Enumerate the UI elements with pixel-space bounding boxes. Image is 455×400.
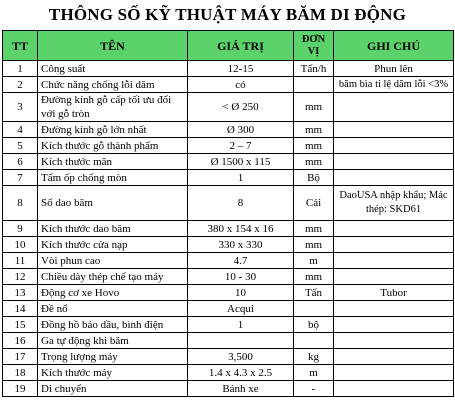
spec-table — [2, 30, 454, 397]
cell-tt: 9 — [3, 221, 38, 237]
document-title: THÔNG SỐ KỸ THUẬT MÁY BĂM DI ĐỘNG — [48, 5, 407, 24]
cell-ten: Trọng lượng máy — [38, 349, 188, 365]
cell-ten: Đường kính gỗ cấp tối ưu đối với gỗ tròn — [38, 93, 188, 122]
cell-ten: Di chuyển — [38, 381, 188, 397]
cell-ten: Kích thước cửa nạp — [38, 237, 188, 253]
cell-ghi-chu: DaoUSA nhập khẩu; Mác thép: SKD61 — [334, 186, 454, 221]
cell-tt: 1 — [3, 61, 38, 77]
cell-tt: 15 — [3, 317, 38, 333]
cell-gia-tri — [188, 333, 294, 349]
cell-don-vi: mm — [294, 221, 334, 237]
cell-don-vi — [294, 301, 334, 317]
cell-tt: 7 — [3, 170, 38, 186]
cell-gia-tri: 1 — [188, 317, 294, 333]
cell-tt: 12 — [3, 269, 38, 285]
cell-ten: Đề nổ — [38, 301, 188, 317]
table-row — [3, 269, 454, 285]
cell-ghi-chu — [334, 138, 454, 154]
cell-ghi-chu — [334, 122, 454, 138]
table-row — [3, 93, 454, 122]
table-row — [3, 237, 454, 253]
cell-ghi-chu — [334, 301, 454, 317]
cell-don-vi: Bộ — [294, 170, 334, 186]
cell-gia-tri: 4.7 — [188, 253, 294, 269]
table-row — [3, 77, 454, 93]
cell-ten: Đồng hồ báo dầu, bình điện — [38, 317, 188, 333]
cell-gia-tri: 12-15 — [188, 61, 294, 77]
cell-tt: 11 — [3, 253, 38, 269]
cell-don-vi: mm — [294, 122, 334, 138]
cell-ghi-chu — [334, 93, 454, 122]
table-row — [3, 381, 454, 397]
cell-ten: Công suất — [38, 61, 188, 77]
cell-ghi-chu — [334, 221, 454, 237]
cell-don-vi: mm — [294, 154, 334, 170]
cell-gia-tri: Ø 300 — [188, 122, 294, 138]
cell-tt: 5 — [3, 138, 38, 154]
table-row — [3, 138, 454, 154]
cell-ten: Kích thước dao băm — [38, 221, 188, 237]
cell-don-vi: - — [294, 381, 334, 397]
cell-ten: Vòi phun cao — [38, 253, 188, 269]
cell-ghi-chu: băm bìa tỉ lệ dăm lỗi <3% — [334, 77, 454, 93]
cell-ghi-chu — [334, 269, 454, 285]
cell-gia-tri: Acqui — [188, 301, 294, 317]
cell-tt: 8 — [3, 186, 38, 221]
table-row — [3, 285, 454, 301]
table-row — [3, 365, 454, 381]
cell-gia-tri: có — [188, 77, 294, 93]
cell-ghi-chu — [334, 333, 454, 349]
cell-don-vi: bộ — [294, 317, 334, 333]
cell-gia-tri: 3,500 — [188, 349, 294, 365]
cell-don-vi: Tấn — [294, 285, 334, 301]
table-row — [3, 186, 454, 221]
cell-don-vi — [294, 77, 334, 93]
table-row — [3, 61, 454, 77]
cell-ten: Số dao băm — [38, 186, 188, 221]
table-row — [3, 154, 454, 170]
cell-gia-tri: Bánh xe — [188, 381, 294, 397]
header-don-vi: ĐƠN VỊ — [294, 31, 334, 61]
cell-don-vi: mm — [294, 237, 334, 253]
cell-don-vi — [294, 333, 334, 349]
table-row — [3, 253, 454, 269]
header-gia-tri: GIÁ TRỊ — [188, 31, 294, 61]
cell-don-vi: Tấn/h — [294, 61, 334, 77]
cell-gia-tri: Ø 1500 x 115 — [188, 154, 294, 170]
cell-tt: 3 — [3, 93, 38, 122]
cell-tt: 4 — [3, 122, 38, 138]
cell-don-vi: Cái — [294, 186, 334, 221]
table-row — [3, 317, 454, 333]
cell-ten: Tấm ốp chống mòn — [38, 170, 188, 186]
table-row — [3, 333, 454, 349]
cell-ten: Đường kính gỗ lớn nhất — [38, 122, 188, 138]
cell-gia-tri: 380 x 154 x 16 — [188, 221, 294, 237]
cell-don-vi: mm — [294, 269, 334, 285]
cell-gia-tri: 330 x 330 — [188, 237, 294, 253]
header-ghi-chu: GHI CHÚ — [334, 31, 454, 61]
cell-gia-tri: 8 — [188, 186, 294, 221]
cell-ghi-chu: Phun lên — [334, 61, 454, 77]
cell-ten: Chức năng chống lỗi dăm — [38, 77, 188, 93]
cell-don-vi: m — [294, 365, 334, 381]
table-row — [3, 122, 454, 138]
cell-gia-tri: 2 – 7 — [188, 138, 294, 154]
cell-tt: 18 — [3, 365, 38, 381]
table-row — [3, 170, 454, 186]
cell-ghi-chu — [334, 154, 454, 170]
cell-ghi-chu — [334, 349, 454, 365]
cell-ten: Kích thước máy — [38, 365, 188, 381]
header-ten: TÊN — [38, 31, 188, 61]
cell-gia-tri: 10 - 30 — [188, 269, 294, 285]
cell-don-vi: m — [294, 253, 334, 269]
cell-don-vi: mm — [294, 93, 334, 122]
cell-tt: 13 — [3, 285, 38, 301]
cell-ghi-chu — [334, 253, 454, 269]
cell-tt: 17 — [3, 349, 38, 365]
cell-ten: Chiều dày thép chế tạo máy — [38, 269, 188, 285]
cell-gia-tri: < Ø 250 — [188, 93, 294, 122]
cell-don-vi: kg — [294, 349, 334, 365]
table-row — [3, 221, 454, 237]
cell-gia-tri: 1 — [188, 170, 294, 186]
cell-ghi-chu: Tubor — [334, 285, 454, 301]
cell-tt: 10 — [3, 237, 38, 253]
cell-gia-tri: 10 — [188, 285, 294, 301]
cell-ten: Ga tự động khi băm — [38, 333, 188, 349]
cell-ten: Kích thước gỗ thành phẩm — [38, 138, 188, 154]
cell-tt: 6 — [3, 154, 38, 170]
table-row — [3, 349, 454, 365]
cell-tt: 16 — [3, 333, 38, 349]
cell-tt: 2 — [3, 77, 38, 93]
cell-gia-tri: 1.4 x 4.3 x 2.5 — [188, 365, 294, 381]
table-row — [3, 301, 454, 317]
cell-ghi-chu — [334, 237, 454, 253]
cell-ten: Động cơ xe Hovo — [38, 285, 188, 301]
cell-ghi-chu — [334, 365, 454, 381]
cell-ten: Kích thước mân — [38, 154, 188, 170]
cell-don-vi: mm — [294, 138, 334, 154]
header-row — [3, 31, 454, 61]
cell-ghi-chu — [334, 381, 454, 397]
cell-tt: 14 — [3, 301, 38, 317]
cell-ghi-chu — [334, 317, 454, 333]
cell-ghi-chu — [334, 170, 454, 186]
cell-tt: 19 — [3, 381, 38, 397]
header-tt: TT — [3, 31, 38, 61]
